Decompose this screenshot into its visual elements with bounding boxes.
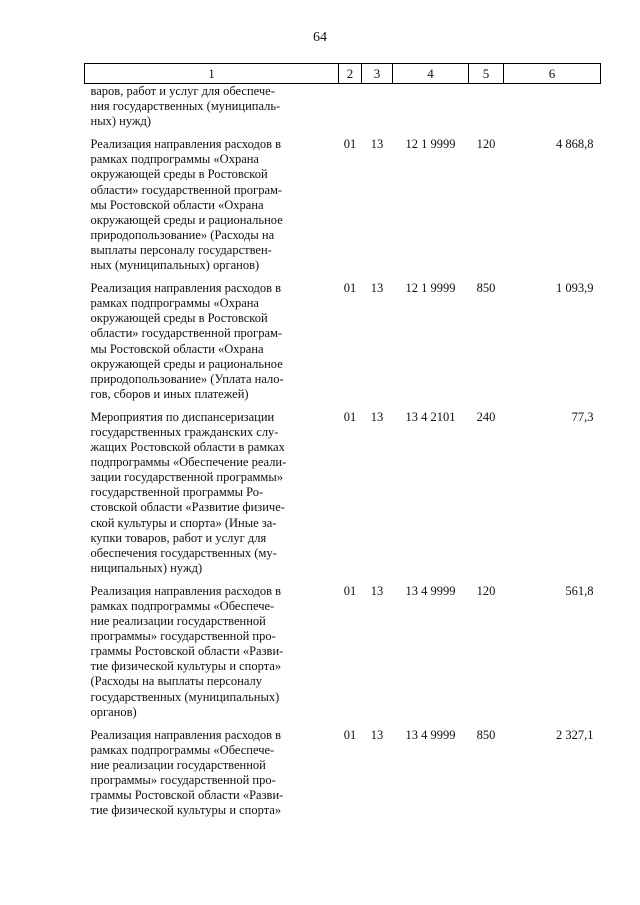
table-row [85,406,601,580]
table-row [85,277,601,406]
desc-line: тие физической культуры и спорта» [90,803,282,818]
cell-subsection: 13 [370,583,384,598]
desc-line: граммы Ростовской области «Разви- [90,644,284,659]
desc-line: ниципальных) нужд) [90,560,203,575]
header-col-3: 3 [362,64,393,84]
cell-section: 01 [343,727,357,742]
header-col-6: 6 [504,64,601,84]
desc-line: ние реализации государственной [90,757,266,772]
desc-line: купки товаров, работ и услуг для [90,530,267,545]
desc-line: (Расходы на выплаты персоналу [90,674,263,689]
cell-amount: 2 327,1 [556,727,594,742]
desc-line: окружающей среды в Ростовской [90,311,268,326]
desc-line: Реализация направления расходов в [90,727,282,742]
desc-line: Мероприятия по диспансеризации [90,409,275,424]
desc-line: рамках подпрограммы «Охрана [90,152,259,167]
desc-line: тие физической культуры и спорта» [90,659,282,674]
cell-subsection: 13 [370,409,384,424]
desc-line: выплаты персоналу государствен- [90,242,272,257]
desc-line: окружающей среды в Ростовской [90,167,268,182]
desc-line: программы» государственной про- [90,629,276,644]
desc-line: органов) [90,704,137,719]
desc-line: мы Ростовской области «Охрана [90,197,264,212]
header-col-1: 1 [85,64,339,84]
desc-line: Реализация направления расходов в [90,281,282,296]
cell-section: 01 [343,137,357,152]
cell-amount: 77,3 [571,409,594,424]
cell-amount: 4 868,8 [556,137,594,152]
cell-expense-type: 120 [476,583,496,598]
cell-target-article: 12 1 9999 [405,281,456,296]
desc-line: области» государственной програм- [90,182,283,197]
row-description [85,277,339,406]
cell-section: 01 [343,281,357,296]
desc-line: мы Ростовской области «Охрана [90,341,264,356]
budget-table-container [84,63,600,822]
row-description [85,724,339,823]
page-number: 64 [313,30,327,45]
cell-target-article: 13 4 9999 [405,727,456,742]
cell-subsection: 13 [370,281,384,296]
cell-expense-type: 120 [476,137,496,152]
desc-line: природопользование» (Уплата нало- [90,371,284,386]
header-col-5: 5 [469,64,504,84]
desc-line: государственных (муниципальных) [90,689,280,704]
desc-line: области» государственной програм- [90,326,283,341]
desc-line: обеспечения государственных (му- [90,545,277,560]
header-col-2: 2 [339,64,362,84]
cell-section: 01 [343,409,357,424]
desc-line: программы» государственной про- [90,773,276,788]
desc-line: ных) нужд) [90,114,152,129]
desc-line: рамках подпрограммы «Обеспече- [90,599,275,613]
desc-line: стовской области «Развитие физиче- [90,500,285,515]
header-col-4: 4 [393,64,469,84]
cell-target-article: 12 1 9999 [405,137,456,152]
desc-line: гов, сборов и иных платежей) [90,386,249,401]
desc-line: ние реализации государственной [90,614,266,629]
header-row [85,64,601,84]
desc-line: окружающей среды и рациональное [90,356,283,371]
desc-line: Реализация направления расходов в [90,137,282,152]
cell-subsection: 13 [370,727,384,742]
desc-line: Реализация направления расходов в [90,583,282,598]
desc-line: зации государственной программы» [90,470,283,485]
desc-line: государственных гражданских слу- [90,424,279,439]
desc-line: ния государственных (муниципаль- [90,99,281,114]
desc-line: жащих Ростовской области в рамках [90,440,285,455]
desc-line: подпрограммы «Обеспечение реали- [90,455,287,470]
row-description [85,580,339,724]
table-row [85,580,601,724]
desc-line: природопользование» (Расходы на [90,227,275,242]
desc-line: граммы Ростовской области «Разви- [90,788,284,803]
table-row-continuation [85,84,601,134]
desc-line: рамках подпрограммы «Охрана [90,296,259,311]
desc-line: государственной программы Ро- [90,485,264,500]
table-row [85,724,601,823]
cell-amount: 561,8 [565,583,594,598]
cell-amount: 1 093,9 [556,281,594,296]
cell-target-article: 13 4 9999 [405,583,456,598]
cell-expense-type: 850 [476,727,496,742]
cell-section: 01 [343,583,357,598]
row-description [85,406,339,580]
desc-line: ных (муниципальных) органов) [90,258,260,273]
desc-line: окружающей среды и рациональное [90,212,283,227]
desc-line: ской культуры и спорта» (Иные за- [90,515,277,530]
desc-line: варов, работ и услуг для обеспече- [90,84,275,98]
row-description [85,84,339,134]
desc-line: рамках подпрограммы «Обеспече- [90,742,275,757]
table-row [85,133,601,277]
cell-expense-type: 240 [476,409,496,424]
budget-table [84,63,601,822]
cell-subsection: 13 [370,137,384,152]
cell-target-article: 13 4 2101 [405,409,456,424]
cell-expense-type: 850 [476,281,496,296]
row-description [85,133,339,277]
